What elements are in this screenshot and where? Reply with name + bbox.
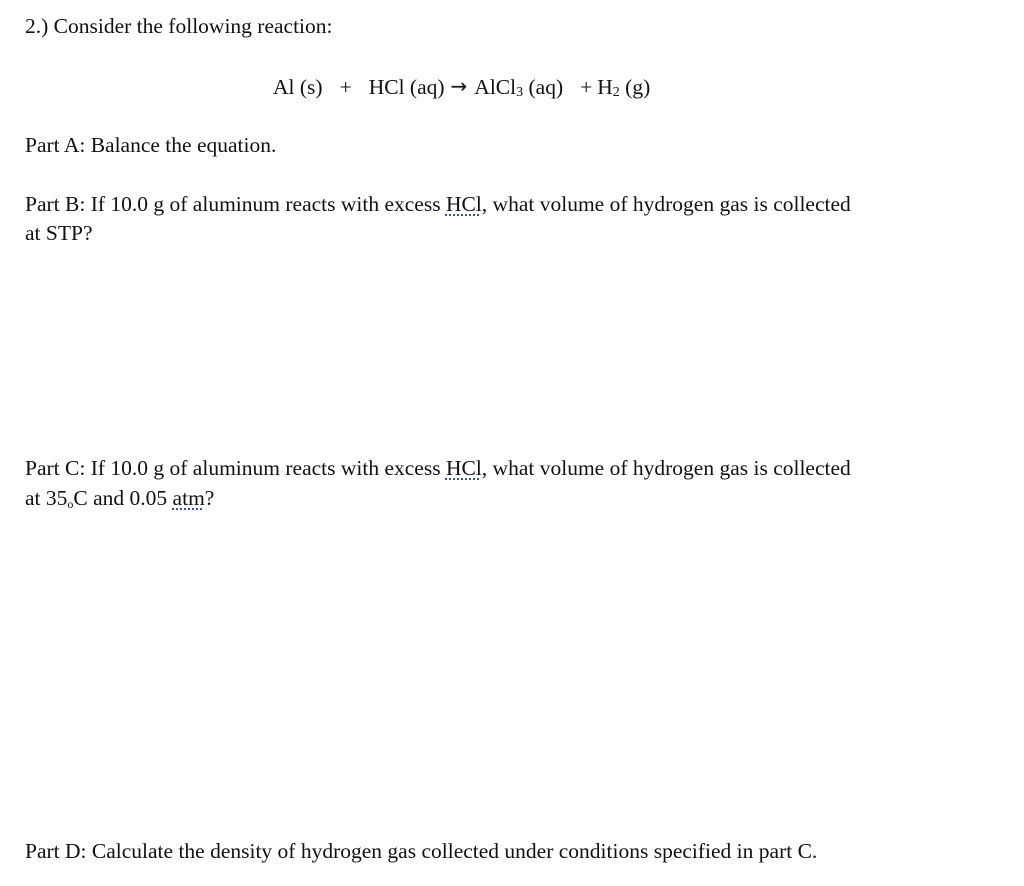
question-title: 2.) Consider the following reaction:	[25, 14, 333, 38]
plus-sign: +	[339, 75, 352, 99]
plus-sign-2: +	[580, 75, 593, 99]
part-a-prompt: Part A: Balance the equation.	[25, 133, 277, 157]
spellcheck-flag-hcl-2: HCl	[445, 456, 482, 480]
spellcheck-flag-atm: atm	[172, 486, 205, 510]
part-d-prompt: Part D: Calculate the density of hydrogen gas collected under conditions specified in part C.	[25, 839, 818, 863]
reactant-hcl: HCl (aq)	[368, 75, 445, 99]
spellcheck-flag-hcl: HCl	[445, 192, 482, 216]
reaction-equation	[273, 73, 650, 101]
part-c-prompt-line2: at 35oC and 0.05 atm?	[25, 486, 215, 511]
degree-symbol: o	[67, 497, 74, 511]
product-alcl3: AlCl$_3$ (aq)	[474, 75, 564, 100]
part-b-prompt-line1: Part B: If 10.0 g of aluminum reacts with excess HCl, what volume of hydrogen gas is collected	[25, 192, 851, 216]
part-b-prompt-line2: at STP?	[25, 221, 93, 245]
part-c-prompt-line1: Part C: If 10.0 g of aluminum reacts with excess HCl, what volume of hydrogen gas is collected	[25, 456, 851, 480]
reaction-arrow-icon: →	[450, 74, 468, 98]
product-h2: $H_2$ (g)	[597, 75, 651, 100]
reactant-aluminum: Al (s)	[273, 75, 323, 99]
